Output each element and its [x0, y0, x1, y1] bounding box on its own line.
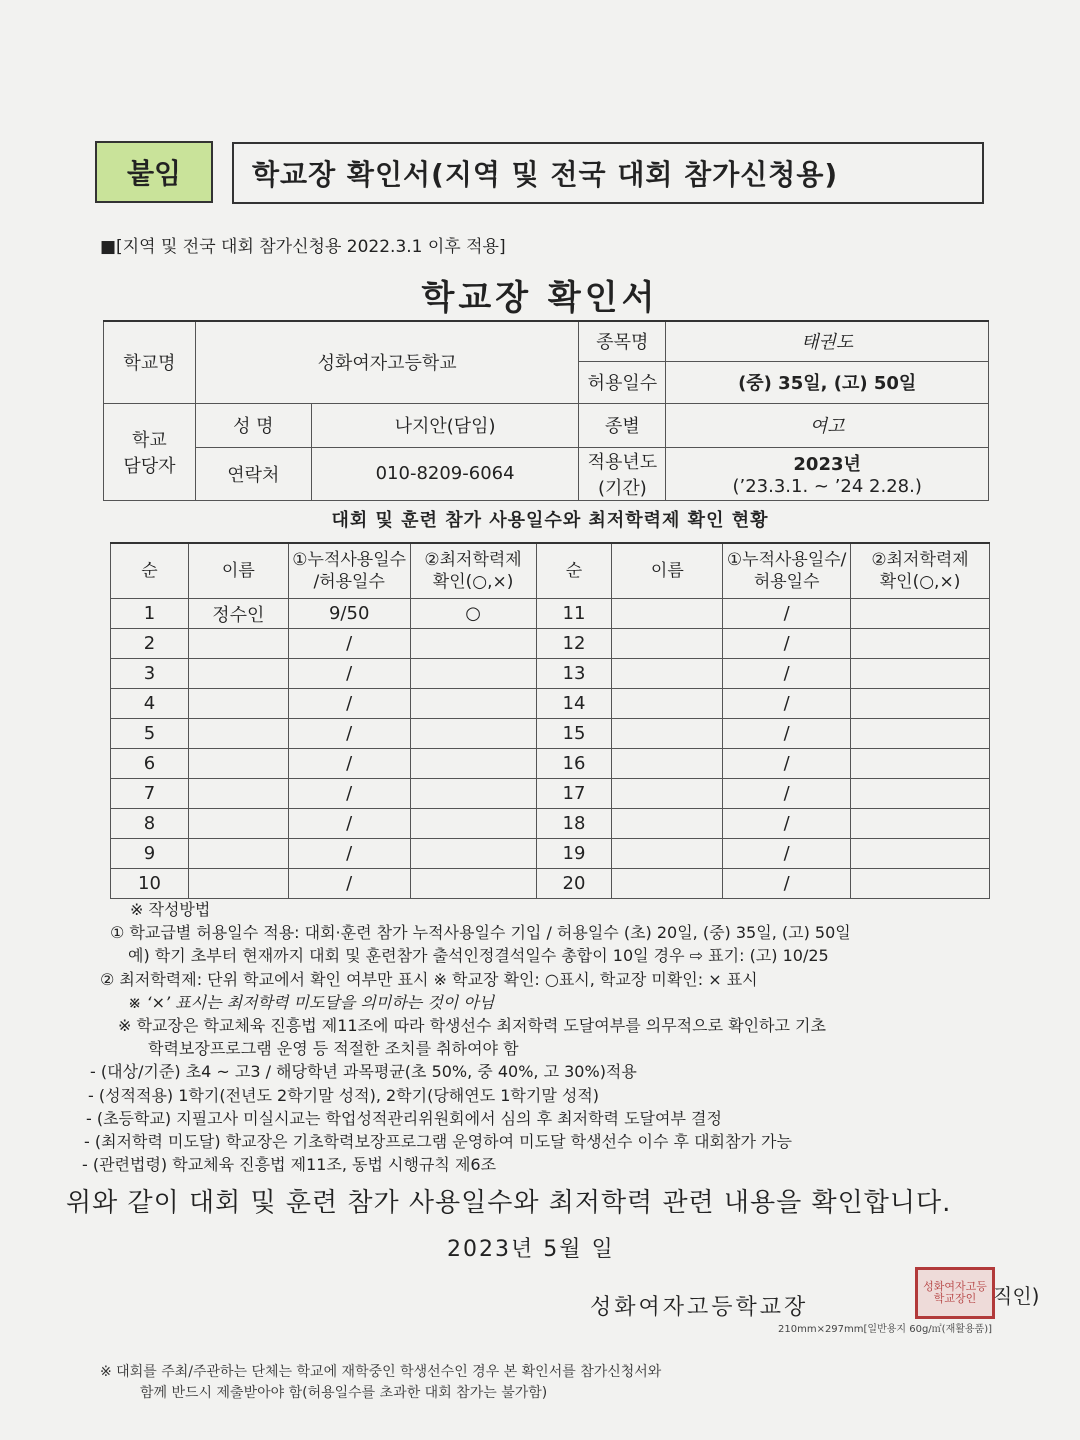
- event-value: 태권도: [666, 321, 989, 361]
- signing-date: 2023년 5월 일: [447, 1237, 615, 1262]
- table-cell-l-no: 1: [111, 599, 189, 629]
- document-title: 학교장 확인서: [421, 278, 659, 318]
- table-cell-l-no: 9: [111, 839, 189, 869]
- confirmation-statement: 위와 같이 대회 및 훈련 참가 사용일수와 최저학력 관련 내용을 확인합니다.: [66, 1188, 952, 1218]
- header-academic-line2: 확인(○,×): [432, 572, 514, 592]
- gender-value: 여고: [666, 403, 989, 447]
- writing-instructions: [80, 898, 1060, 1176]
- table-cell-r-no: 12: [536, 629, 612, 659]
- table-cell-l-no: 2: [111, 629, 189, 659]
- table-row: [111, 749, 990, 779]
- submission-footnote: [100, 1362, 1020, 1404]
- table-cell-l-days: /: [288, 749, 410, 779]
- name-value: 나지안(담임): [311, 403, 579, 447]
- table-cell-r-name: [612, 809, 723, 839]
- table-cell-l-name: [188, 749, 288, 779]
- table-cell-l-days: 9/50: [288, 599, 410, 629]
- table-cell-r-no: 11: [536, 599, 612, 629]
- gender-label: 종별: [579, 403, 666, 447]
- table-cell-r-days: /: [723, 869, 851, 899]
- table-cell-l-name: [188, 839, 288, 869]
- table-cell-r-days: /: [723, 629, 851, 659]
- header-days-right-line2: 허용일수: [753, 572, 820, 592]
- table-cell-r-days: /: [723, 599, 851, 629]
- table-row: [111, 869, 990, 899]
- table-cell-l-days: /: [288, 629, 410, 659]
- table-cell-l-ok: [410, 869, 536, 899]
- official-seal-stamp: [915, 1267, 995, 1319]
- header-academic-right-line1: ②최저학력제: [871, 549, 969, 570]
- year-label: [579, 447, 666, 500]
- footnote-line: ※ 대회를 주최/주관하는 단체는 학교에 재학중인 학생선수인 경우 본 확인서를 참가신청서와: [100, 1364, 662, 1380]
- table-cell-r-no: 16: [536, 749, 612, 779]
- table-cell-l-ok: [410, 809, 536, 839]
- table-cell-r-no: 20: [536, 869, 612, 899]
- table-row: [111, 719, 990, 749]
- table-cell-l-name: [188, 659, 288, 689]
- year-cell: [666, 447, 989, 500]
- instruction-line: ※ ‘×’ 표시는 최저학력 미도달을 의미하는 것이 아님: [128, 992, 495, 1012]
- instruction-line: ② 최저학력제: 단위 학교에서 확인 여부만 표시 ※ 학교장 확인: ○표시, 학교장 미확인: × 표시: [100, 969, 758, 989]
- table-row: [111, 689, 990, 719]
- table-cell-r-days: /: [723, 749, 851, 779]
- paper-spec: 210mm×297mm[일반용지 60g/㎡(재활용품)]: [778, 1324, 993, 1335]
- status-table: [110, 542, 990, 899]
- table-cell-r-ok: [851, 809, 990, 839]
- header-title: 학교장 확인서(지역 및 전국 대회 참가신청용): [252, 158, 839, 191]
- table-cell-r-name: [612, 779, 723, 809]
- instruction-line: - (대상/기준) 초4 ~ 고3 / 해당학년 과목평균(초 50%, 중 40%, 고 30%)적용: [90, 1062, 637, 1082]
- table-cell-r-name: [612, 659, 723, 689]
- table-cell-r-no: 13: [536, 659, 612, 689]
- table-cell-r-ok: [851, 599, 990, 629]
- instruction-line: - (최저학력 미도달) 학교장은 기초학력보장프로그램 운영하여 미도달 학생선수 이수 후 대회참가 가능: [84, 1131, 792, 1151]
- period-value: (’23.3.1. ~ ’24 2.28.): [732, 476, 922, 497]
- instruction-line: - (성적적용) 1학기(전년도 2학기말 성적), 2학기(당해연도 1학기말 성적): [88, 1085, 600, 1105]
- table-cell-r-no: 18: [536, 809, 612, 839]
- table-cell-r-name: [612, 749, 723, 779]
- table-cell-l-ok: [410, 629, 536, 659]
- school-label: 학교명: [104, 321, 196, 403]
- table-cell-r-days: /: [723, 689, 851, 719]
- table-cell-r-name: [612, 869, 723, 899]
- instruction-line: ※ 작성방법: [130, 900, 211, 919]
- seal-text: 성화여자고등학교장인: [923, 1279, 987, 1305]
- table-cell-l-days: /: [288, 839, 410, 869]
- info-table: [103, 320, 989, 501]
- table-cell-l-name: 정수인: [188, 599, 288, 629]
- year-label-line1: 적용년도: [587, 451, 658, 473]
- table-cell-l-name: [188, 779, 288, 809]
- instruction-line: ① 학교급별 허용일수 적용: 대회·훈련 참가 누적사용일수 기입 / 허용일수 (초) 20일, (중) 35일, (고) 50일: [110, 923, 851, 943]
- table-cell-l-name: [188, 719, 288, 749]
- table-cell-l-name: [188, 869, 288, 899]
- table-cell-r-ok: [851, 869, 990, 899]
- table-cell-l-ok: [410, 749, 536, 779]
- table-cell-r-name: [612, 839, 723, 869]
- table-cell-r-ok: [851, 659, 990, 689]
- principal-signature: 성화여자고등학교장: [590, 1295, 809, 1320]
- table-cell-r-ok: [851, 689, 990, 719]
- header-days-right: [723, 543, 851, 599]
- table-row: [111, 659, 990, 689]
- instruction-line: 예) 학기 초부터 현재까지 대회 및 훈련참가 출석인정결석일수 총합이 10일 경우 ⇨ 표기: (고) 10/25: [128, 946, 829, 966]
- header-name-right: 이름: [612, 543, 723, 599]
- table-cell-l-name: [188, 809, 288, 839]
- table-cell-r-name: [612, 599, 723, 629]
- table-cell-l-ok: [410, 719, 536, 749]
- header-no: 순: [111, 543, 189, 599]
- table-cell-r-no: 15: [536, 719, 612, 749]
- table-row: [111, 839, 990, 869]
- table-cell-r-days: /: [723, 719, 851, 749]
- status-section-title: 대회 및 훈련 참가 사용일수와 최저학력제 확인 현황: [331, 510, 769, 531]
- table-cell-l-days: /: [288, 809, 410, 839]
- footnote-line: 함께 반드시 제출받아야 함(허용일수를 초과한 대회 참가는 불가함): [140, 1385, 548, 1401]
- table-cell-l-ok: [410, 839, 536, 869]
- table-cell-l-ok: [410, 659, 536, 689]
- table-cell-l-no: 3: [111, 659, 189, 689]
- table-cell-l-days: /: [288, 869, 410, 899]
- table-cell-r-no: 17: [536, 779, 612, 809]
- table-cell-r-ok: [851, 719, 990, 749]
- allowed-value: (중) 35일, (고) 50일: [666, 361, 989, 403]
- table-cell-r-days: /: [723, 779, 851, 809]
- name-label: 성 명: [195, 403, 311, 447]
- table-cell-l-no: 5: [111, 719, 189, 749]
- table-row: [111, 779, 990, 809]
- contact-label: 연락처: [195, 447, 311, 500]
- table-cell-l-days: /: [288, 719, 410, 749]
- header-days: [288, 543, 410, 599]
- table-cell-r-days: /: [723, 659, 851, 689]
- table-cell-r-name: [612, 629, 723, 659]
- header-days-line2: /허용일수: [313, 572, 385, 592]
- header-academic-right: [851, 543, 990, 599]
- table-cell-r-ok: [851, 779, 990, 809]
- staff-label-line1: 학교: [132, 429, 167, 451]
- header-days-right-line1: ①누적사용일수/: [726, 549, 847, 570]
- table-row: [111, 629, 990, 659]
- table-cell-r-name: [612, 719, 723, 749]
- header-name: 이름: [188, 543, 288, 599]
- table-cell-l-days: /: [288, 689, 410, 719]
- seal-label: 직인): [993, 1284, 1040, 1308]
- instruction-line: - (초등학교) 지필고사 미실시교는 학업성적관리위원회에서 심의 후 최저학력 도달여부 결정: [86, 1108, 722, 1128]
- table-cell-l-no: 10: [111, 869, 189, 899]
- table-cell-l-no: 7: [111, 779, 189, 809]
- staff-label: [104, 403, 196, 500]
- table-row: [111, 809, 990, 839]
- table-cell-r-ok: [851, 839, 990, 869]
- table-cell-l-ok: [410, 689, 536, 719]
- header-academic: [410, 543, 536, 599]
- instruction-line: - (관련법령) 학교체육 진흥법 제11조, 동법 시행규칙 제6조: [82, 1155, 497, 1175]
- table-cell-l-no: 8: [111, 809, 189, 839]
- header-days-line1: ①누적사용일수: [292, 549, 407, 570]
- table-cell-r-ok: [851, 629, 990, 659]
- badge-label: 붙임: [126, 157, 182, 190]
- table-cell-l-ok: ○: [410, 599, 536, 629]
- table-cell-r-no: 14: [536, 689, 612, 719]
- table-cell-r-no: 19: [536, 839, 612, 869]
- table-cell-l-no: 6: [111, 749, 189, 779]
- table-cell-r-name: [612, 689, 723, 719]
- header-no-right: 순: [536, 543, 612, 599]
- school-value: 성화여자고등학교: [195, 321, 579, 403]
- status-table-body: [111, 599, 990, 899]
- table-cell-l-days: /: [288, 659, 410, 689]
- table-cell-l-ok: [410, 779, 536, 809]
- header-title-box: [232, 142, 984, 204]
- year-label-line2: (기간): [597, 477, 647, 499]
- year-value: 2023년: [793, 454, 861, 475]
- table-cell-r-ok: [851, 749, 990, 779]
- table-cell-l-name: [188, 689, 288, 719]
- table-cell-l-no: 4: [111, 689, 189, 719]
- contact-value: 010-8209-6064: [311, 447, 579, 500]
- attachment-badge: [95, 141, 213, 203]
- table-cell-r-days: /: [723, 839, 851, 869]
- staff-label-line2: 담당자: [123, 455, 176, 477]
- table-cell-l-name: [188, 629, 288, 659]
- table-cell-l-days: /: [288, 779, 410, 809]
- allowed-label: 허용일수: [579, 361, 666, 403]
- header-academic-line1: ②최저학력제: [424, 549, 522, 570]
- event-label: 종목명: [579, 321, 666, 361]
- header-academic-right-line2: 확인(○,×): [879, 572, 961, 592]
- instruction-line: ※ 학교장은 학교체육 진흥법 제11조에 따라 학생선수 최저학력 도달여부를 의무적으로 확인하고 기초: [118, 1015, 826, 1035]
- table-cell-r-days: /: [723, 809, 851, 839]
- table-row: [111, 599, 990, 629]
- instruction-line: 학력보장프로그램 운영 등 적절한 조치를 취하여야 함: [148, 1039, 519, 1059]
- applicability-note: ■[지역 및 전국 대회 참가신청용 2022.3.1 이후 적용]: [100, 237, 506, 257]
